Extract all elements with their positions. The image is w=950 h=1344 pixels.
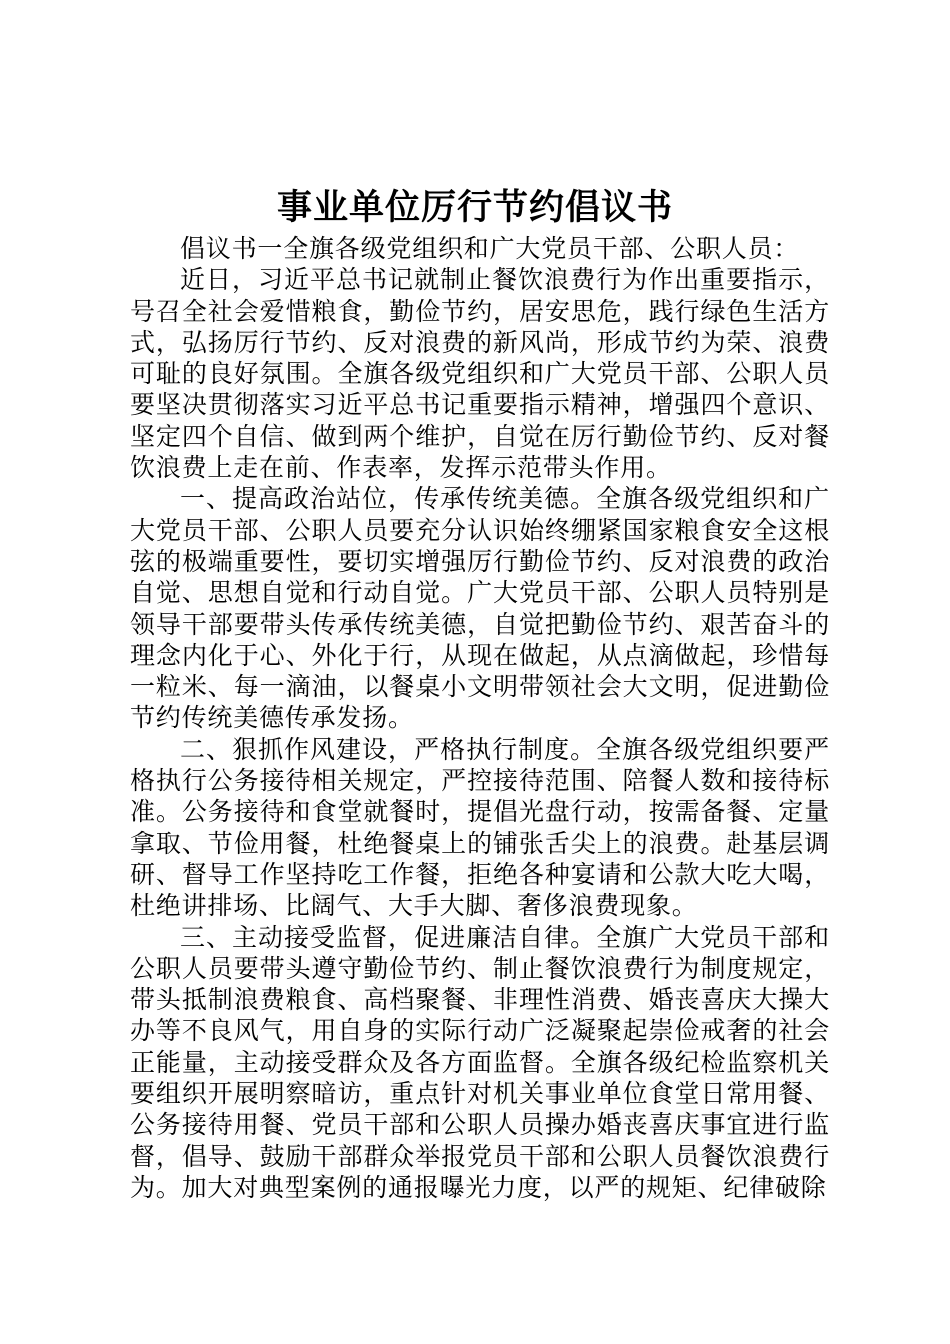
salutation-paragraph: 倡议书一全旗各级党组织和广大党员干部、公职人员： — [180, 234, 800, 263]
document-title: 事业单位厉行节约倡议书 — [276, 188, 673, 228]
intro-paragraph: 近日，习近平总书记就制止餐饮浪费行为作出重要指示，号召全社会爱惜粮食，勤俭节约，居安思危，践行绿色生活方式，弘扬厉行节约、反对浪费的新风尚，形成节约为荣、浪费可耻的良好氛围。全旗各级党组织和广大党员干部、公职人员要坚决贯彻落实习近平总书记重要指示精神，增强四个意识、坚定四个自信、做到两个维护，自觉在厉行勤俭节约、反对餐饮浪费上走在前、作表率，发挥示范带头作用。 — [130, 265, 830, 483]
document-body — [130, 233, 830, 1203]
section-three-paragraph: 三、主动接受监督，促进廉洁自律。全旗广大党员干部和公职人员要带头遵守勤俭节约、制止餐饮浪费行为制度规定，带头抵制浪费粮食、高档聚餐、非理性消费、婚丧喜庆大操大办等不良风气，用自身的实际行动广泛凝聚起崇俭戒奢的社会正能量，主动接受群众及各方面监督。全旗各级纪检监察机关要组织开展明察暗访，重点针对机关事业单位食堂日常用餐、公务接待用餐、党员干部和公职人员操办婚丧喜庆事宜进行监督，倡导、鼓励干部群众举报党员干部和公职人员餐饮浪费行为。加大对典型案例的通报曝光力度，以严的规矩、纪律破除 — [130, 922, 830, 1202]
section-one-paragraph: 一、提高政治站位，传承传统美德。全旗各级党组织和广大党员干部、公职人员要充分认识始终绷紧国家粮食安全这根弦的极端重要性，要切实增强厉行勤俭节约、反对浪费的政治自觉、思想自觉和行动自觉。广大党员干部、公职人员特别是领导干部要带头传承传统美德，自觉把勤俭节约、艰苦奋斗的理念内化于心、外化于行，从现在做起，从点滴做起，珍惜每一粒米、每一滴油，以餐桌小文明带领社会大文明，促进勤俭节约传统美德传承发扬。 — [130, 484, 830, 733]
section-two-paragraph: 二、狠抓作风建设，严格执行制度。全旗各级党组织要严格执行公务接待相关规定，严控接待范围、陪餐人数和接待标准。公务接待和食堂就餐时，提倡光盘行动，按需备餐、定量拿取、节俭用餐，杜绝餐桌上的铺张舌尖上的浪费。赴基层调研、督导工作坚持吃工作餐，拒绝各种宴请和公款大吃大喝，杜绝讲排场、比阔气、大手大脚、奢侈浪费现象。 — [130, 734, 830, 921]
